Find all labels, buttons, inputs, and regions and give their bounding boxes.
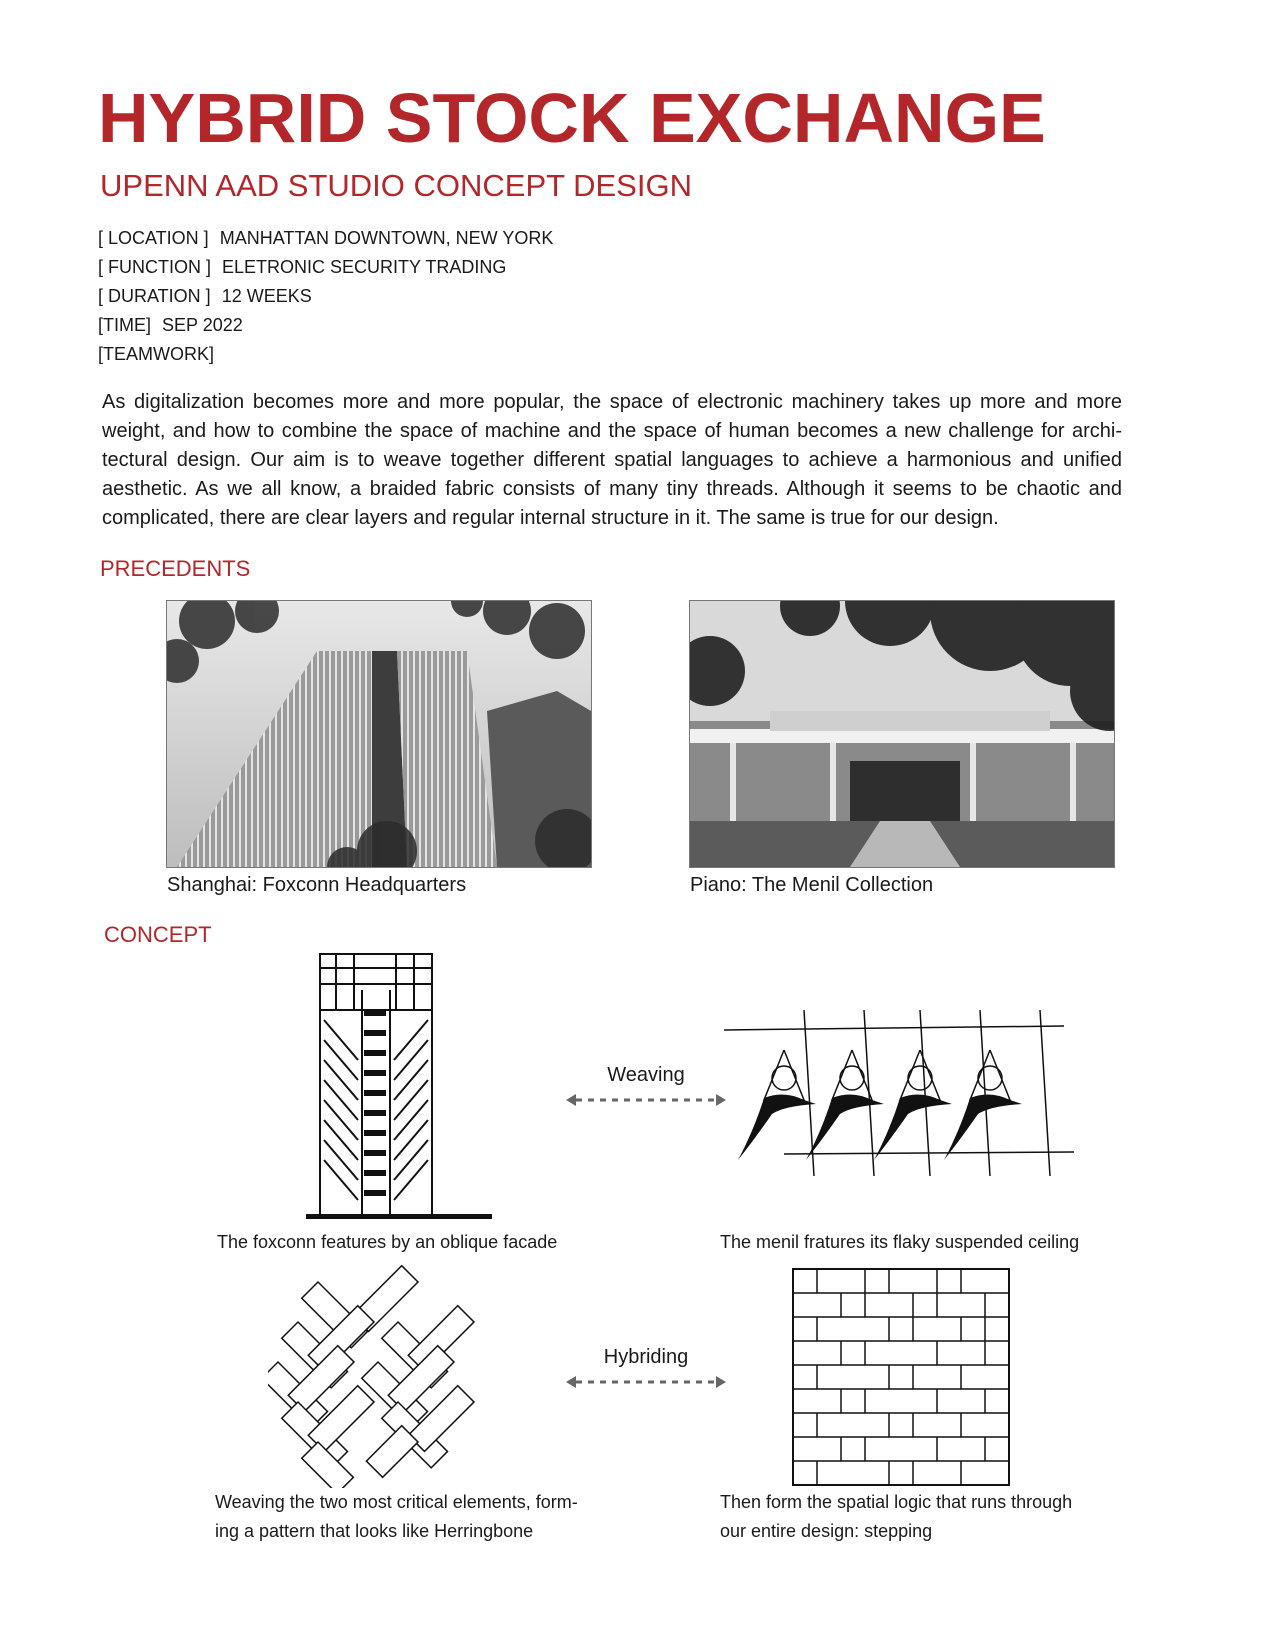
foxconn-sketch <box>306 950 492 1228</box>
herringbone-diagram <box>268 1262 490 1488</box>
meta-value: SEP 2022 <box>162 315 243 335</box>
foxconn-photo <box>166 600 592 868</box>
meta-key: [ LOCATION ] <box>98 228 209 248</box>
intro-paragraph: As digitalization becomes more and more popular, the space of electronic machinery takes up more and more weight, and how to combine the space of machine and the space of human becomes a new challenge for archi-tectural design. Our aim is to weave together different spatial languages to achieve a harmonious and unified aesthetic. As we all know, a braided fabric consists of many tiny threads. Although it seems to be chaotic and complicated, there are clear layers and regular internal structure in it. The same is true for our design. <box>102 391 1122 529</box>
meta-key: [TEAMWORK] <box>98 344 214 364</box>
project-meta <box>98 224 553 369</box>
meta-teamwork <box>98 340 553 369</box>
precedents-heading: PRECEDENTS <box>100 556 251 581</box>
menil-caption: Piano: The Menil Collection <box>690 874 934 896</box>
meta-time <box>98 311 553 340</box>
menil-sketch <box>724 1000 1084 1180</box>
menil-photo <box>689 600 1115 868</box>
foxconn-caption: Shanghai: Foxconn Headquarters <box>167 874 467 896</box>
stepping-diagram <box>792 1268 1010 1486</box>
herringbone-caption: Weaving the two most critical elements, form-ing a pattern that looks like Herringbone <box>215 1492 578 1541</box>
hybriding-label: Hybriding <box>603 1346 689 1368</box>
concept-heading: CONCEPT <box>104 922 212 947</box>
meta-key: [ FUNCTION ] <box>98 257 211 277</box>
stepping-caption: Then form the spatial logic that runs through our entire design: stepping <box>720 1492 1073 1541</box>
weaving-arrow-icon <box>566 1092 726 1108</box>
page-subtitle: UPENN AAD STUDIO CONCEPT DESIGN <box>100 168 692 203</box>
meta-value: MANHATTAN DOWNTOWN, NEW YORK <box>219 228 554 248</box>
meta-key: [ DURATION ] <box>98 286 211 306</box>
meta-duration <box>98 282 553 311</box>
meta-function <box>98 253 553 282</box>
meta-value: 12 WEEKS <box>221 286 312 306</box>
meta-key: [TIME] <box>98 315 151 335</box>
weaving-label: Weaving <box>607 1064 685 1086</box>
page-title: HYBRID STOCK EXCHANGE <box>98 79 1046 157</box>
foxconn-sketch-caption: The foxconn features by an oblique facade <box>217 1232 558 1252</box>
meta-location <box>98 224 553 253</box>
hybriding-arrow-icon <box>566 1374 726 1390</box>
meta-value: ELETRONIC SECURITY TRADING <box>222 257 507 277</box>
menil-sketch-caption: The menil fratures its flaky suspended ceiling <box>720 1232 1080 1252</box>
